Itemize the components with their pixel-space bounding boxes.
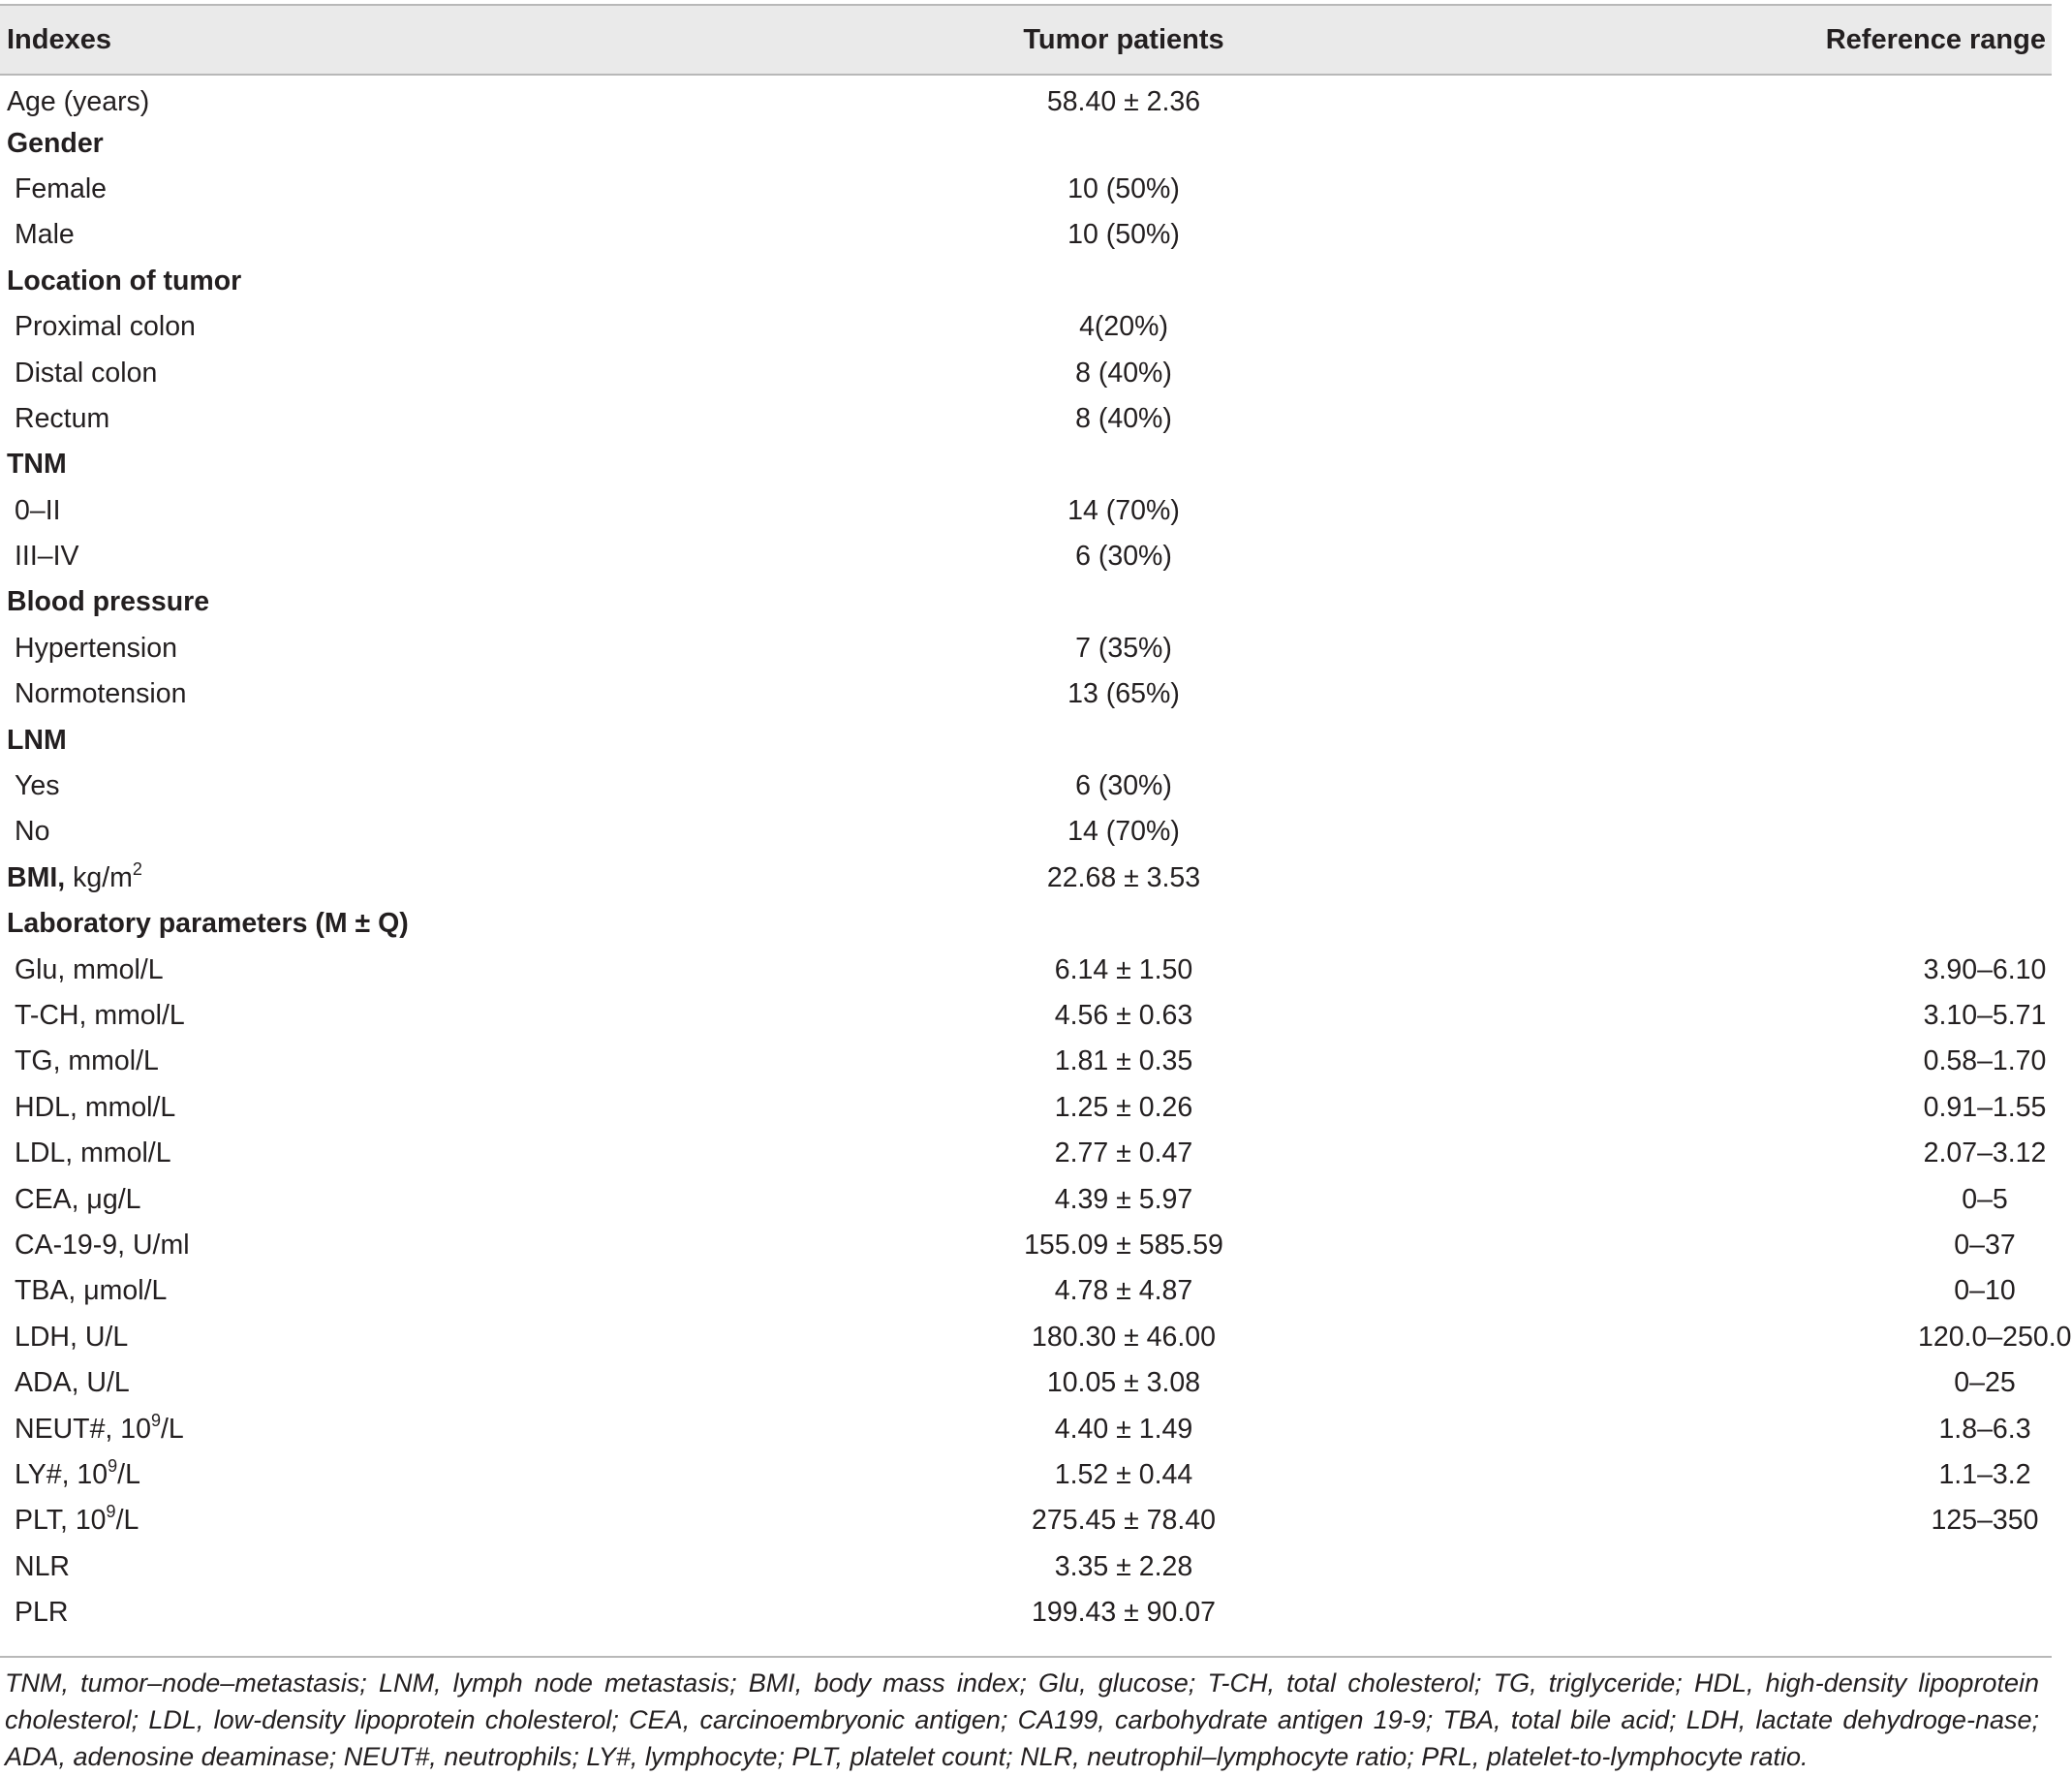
row-label xyxy=(0,1498,872,1543)
reference-range-value: 0–25 xyxy=(1954,1367,2016,1399)
reference-range-value xyxy=(1376,671,2052,717)
row-label: CEA, μg/L xyxy=(15,1183,141,1215)
tumor-patients-value: 4.78 ± 4.87 xyxy=(1054,1275,1193,1307)
tumor-patients-value: 1.52 ± 0.44 xyxy=(1054,1458,1193,1490)
tumor-patients-value: 180.30 ± 46.00 xyxy=(1032,1321,1216,1353)
reference-range-value: 125–350 xyxy=(1931,1505,2039,1537)
table-row xyxy=(0,1131,2052,1176)
row-label: NLR xyxy=(15,1550,71,1582)
reference-range-value xyxy=(1376,396,2052,442)
tumor-patients-value: 4.40 ± 1.49 xyxy=(1054,1413,1193,1445)
reference-range-value: 0–5 xyxy=(1962,1183,2008,1215)
patient-characteristics-table xyxy=(0,4,2072,1636)
row-label xyxy=(0,856,872,901)
table-row xyxy=(0,120,2052,166)
reference-range-value xyxy=(1376,717,2052,763)
label-superscript: 9 xyxy=(150,1410,161,1430)
reference-range-value xyxy=(1376,488,2052,534)
reference-range-value xyxy=(1376,1590,2052,1636)
label-unit: /L xyxy=(117,1458,140,1490)
label-text: LY#, 10 xyxy=(15,1458,108,1490)
row-label: Laboratory parameters (M ± Q) xyxy=(7,908,409,940)
tumor-patients-value: 2.77 ± 0.47 xyxy=(1054,1137,1193,1169)
tumor-patients-value xyxy=(872,579,1376,625)
table-row xyxy=(0,1544,2052,1590)
label-unit: /L xyxy=(161,1413,184,1445)
reference-range-value xyxy=(1376,901,2052,947)
row-label: Proximal colon xyxy=(15,311,196,343)
reference-range-value: 2.07–3.12 xyxy=(1923,1137,2047,1169)
bmi-label-superscript: 2 xyxy=(132,858,142,879)
tumor-patients-value: 22.68 ± 3.53 xyxy=(1046,861,1201,893)
row-label: CA-19-9, U/ml xyxy=(15,1229,190,1261)
reference-range-value: 0–10 xyxy=(1954,1275,2016,1307)
tumor-patients-value: 10.05 ± 3.08 xyxy=(1046,1367,1201,1399)
footnote-divider xyxy=(0,1656,2052,1658)
reference-range-value: 1.1–3.2 xyxy=(1938,1458,2031,1490)
table-row xyxy=(0,488,2052,534)
row-label: ADA, U/L xyxy=(15,1367,130,1399)
tumor-patients-value: 14 (70%) xyxy=(1067,816,1180,848)
row-label: Blood pressure xyxy=(7,586,210,618)
reference-range-value: 0.91–1.55 xyxy=(1923,1091,2047,1123)
tumor-patients-value xyxy=(872,717,1376,763)
reference-range-value xyxy=(1376,626,2052,671)
reference-range-value: 1.8–6.3 xyxy=(1938,1413,2031,1445)
table-row xyxy=(0,993,2052,1039)
row-label: T-CH, mmol/L xyxy=(15,1000,185,1031)
table-row xyxy=(0,442,2052,487)
row-label: LDH, U/L xyxy=(15,1321,129,1353)
table-row xyxy=(0,626,2052,671)
reference-range-value xyxy=(1376,120,2052,166)
row-label: No xyxy=(15,816,50,848)
reference-range-value xyxy=(1376,75,2052,120)
row-label: TG, mmol/L xyxy=(15,1045,159,1077)
row-label: Glu, mmol/L xyxy=(15,953,164,985)
table-header xyxy=(0,5,2052,75)
table-row xyxy=(0,75,2052,120)
table-body xyxy=(0,75,2072,1636)
table-row xyxy=(0,1315,2052,1360)
table-row xyxy=(0,259,2052,304)
label-superscript: 9 xyxy=(106,1502,116,1522)
tumor-patients-value xyxy=(872,120,1376,166)
table-row xyxy=(0,579,2052,625)
row-label: TNM xyxy=(7,449,67,481)
reference-range-value xyxy=(1376,350,2052,395)
tumor-patients-value xyxy=(872,442,1376,487)
tumor-patients-value: 6 (30%) xyxy=(1075,541,1172,573)
tumor-patients-value xyxy=(872,259,1376,304)
table-row xyxy=(0,1590,2052,1636)
tumor-patients-value: 155.09 ± 585.59 xyxy=(1024,1229,1223,1261)
tumor-patients-value: 14 (70%) xyxy=(1067,494,1180,526)
tumor-patients-value: 275.45 ± 78.40 xyxy=(1032,1505,1216,1537)
reference-range-value xyxy=(1376,304,2052,350)
table-row xyxy=(0,1360,2052,1406)
reference-range-value xyxy=(1376,809,2052,855)
row-label: PLR xyxy=(15,1597,69,1629)
reference-range-value xyxy=(1376,167,2052,212)
tumor-patients-value: 6 (30%) xyxy=(1075,770,1172,802)
tumor-patients-value: 8 (40%) xyxy=(1075,402,1172,434)
reference-range-value xyxy=(1376,212,2052,258)
table-row xyxy=(0,1268,2052,1314)
table-row xyxy=(0,1039,2052,1084)
table-row xyxy=(0,901,2052,947)
table-row xyxy=(0,1223,2052,1268)
reference-range-value xyxy=(1376,579,2052,625)
tumor-patients-value: 4(20%) xyxy=(1079,311,1168,343)
row-label: Distal colon xyxy=(15,357,158,389)
row-label: Female xyxy=(15,172,108,204)
table-row xyxy=(0,167,2052,212)
row-label: TBA, μmol/L xyxy=(15,1275,168,1307)
table-row xyxy=(0,304,2052,350)
table-footnote: TNM, tumor–node–metastasis; LNM, lymph node metastasis; BMI, body mass index; Glu, glucose; T-CH, total cholesterol; TG, triglyceride; HDL, high-density lipoprotein cholesterol; LDL, low-density lipoprotein cholesterol; CEA, carcinoembryonic antigen; CA199, carbohydrate antigen 19-9; TBA, total bile acid; LDH, lactate dehydroge-nase; ADA, adenosine deaminase; NEUT#, neutrophils; LY#, lymphocyte; PLT, platelet count; NLR, neutrophil–lymphocyte ratio; PRL, platelet-to-lymphocyte ratio. xyxy=(5,1668,2039,1771)
table-row xyxy=(0,350,2052,395)
reference-range-value xyxy=(1376,1544,2052,1590)
header-row xyxy=(0,5,2052,75)
reference-range-value: 120.0–250.0 xyxy=(1918,1321,2072,1353)
table-row xyxy=(0,534,2052,579)
tumor-patients-value: 58.40 ± 2.36 xyxy=(1046,85,1201,117)
row-label: Rectum xyxy=(15,402,110,434)
table-row xyxy=(0,763,2052,809)
row-label: 0–II xyxy=(15,494,61,526)
bmi-label-bold: BMI, xyxy=(7,861,66,893)
tumor-patients-value: 6.14 ± 1.50 xyxy=(1054,953,1193,985)
row-label: III–IV xyxy=(15,541,79,573)
table-row xyxy=(0,671,2052,717)
tumor-patients-value: 10 (50%) xyxy=(1067,219,1180,251)
tumor-patients-value: 7 (35%) xyxy=(1075,632,1172,664)
tumor-patients-value: 4.56 ± 0.63 xyxy=(1054,1000,1193,1031)
table-row xyxy=(0,947,2052,992)
label-text: NEUT#, 10 xyxy=(15,1413,151,1445)
tumor-patients-value xyxy=(872,901,1376,947)
header-tumor-patients: Tumor patients xyxy=(872,5,1376,75)
reference-range-value: 0–37 xyxy=(1954,1229,2016,1261)
row-label: LNM xyxy=(7,724,67,756)
row-label: Yes xyxy=(15,770,60,802)
row-label: Location of tumor xyxy=(7,265,242,296)
row-label: Age (years) xyxy=(7,85,150,117)
row-label: Gender xyxy=(7,127,104,159)
reference-range-value: 3.10–5.71 xyxy=(1923,1000,2047,1031)
label-text: PLT, 10 xyxy=(15,1505,107,1537)
header-reference-range: Reference range xyxy=(1376,5,2052,75)
tumor-patients-value: 8 (40%) xyxy=(1075,357,1172,389)
reference-range-value xyxy=(1376,534,2052,579)
tumor-patients-value: 13 (65%) xyxy=(1067,678,1180,710)
row-label: Normotension xyxy=(15,678,187,710)
row-label: LDL, mmol/L xyxy=(15,1137,171,1169)
table-row xyxy=(0,809,2052,855)
bmi-label-unit: kg/m xyxy=(65,861,133,893)
table-row xyxy=(0,212,2052,258)
table-row xyxy=(0,1176,2052,1222)
row-label: Male xyxy=(15,219,75,251)
table-row xyxy=(0,1498,2052,1543)
row-label: Hypertension xyxy=(15,632,177,664)
reference-range-value xyxy=(1376,856,2052,901)
tumor-patients-value: 1.25 ± 0.26 xyxy=(1054,1091,1193,1123)
tumor-patients-value: 3.35 ± 2.28 xyxy=(1054,1550,1193,1582)
reference-range-value: 3.90–6.10 xyxy=(1923,953,2047,985)
label-superscript: 9 xyxy=(108,1455,118,1476)
row-label: HDL, mmol/L xyxy=(15,1091,176,1123)
row-label xyxy=(0,1406,872,1451)
table-row xyxy=(0,1452,2052,1498)
table-row xyxy=(0,856,2052,901)
row-label xyxy=(0,1452,872,1498)
table-row xyxy=(0,717,2052,763)
label-unit: /L xyxy=(115,1505,139,1537)
tumor-patients-value: 4.39 ± 5.97 xyxy=(1054,1183,1193,1215)
reference-range-value xyxy=(1376,763,2052,809)
table-row xyxy=(0,396,2052,442)
tumor-patients-value: 1.81 ± 0.35 xyxy=(1054,1045,1193,1077)
tumor-patients-value: 10 (50%) xyxy=(1067,172,1180,204)
reference-range-value xyxy=(1376,259,2052,304)
reference-range-value xyxy=(1376,442,2052,487)
tumor-patients-value: 199.43 ± 90.07 xyxy=(1032,1597,1216,1629)
table-row xyxy=(0,1085,2052,1131)
header-indexes: Indexes xyxy=(0,5,872,75)
table-row xyxy=(0,1406,2052,1451)
reference-range-value: 0.58–1.70 xyxy=(1923,1045,2047,1077)
